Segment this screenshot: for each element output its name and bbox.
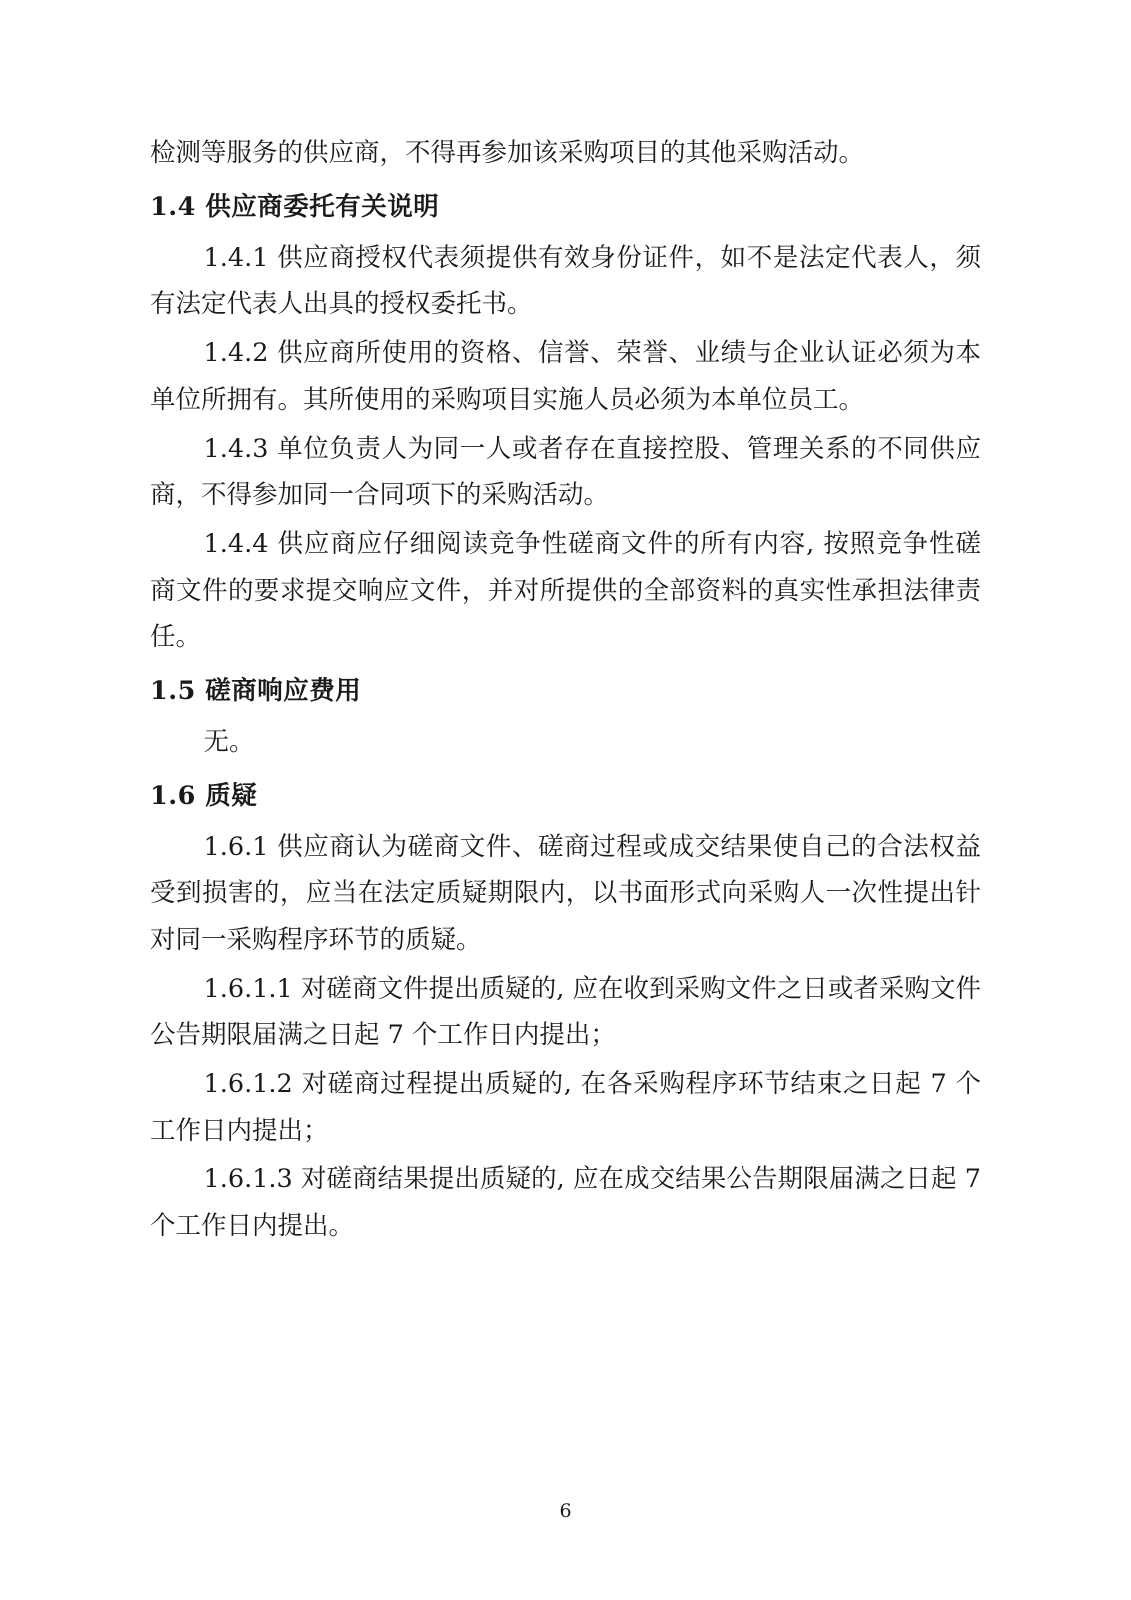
page-number: 6 <box>559 1500 572 1522</box>
paragraph: 检测等服务的供应商，不得再参加该采购项目的其他采购活动。 <box>150 138 865 168</box>
paragraph-1-4-4: 1.4.4 供应商应仔细阅读竞争性磋商文件的所有内容, 按照竞争性磋商文件的要求提交响应文件，并对所提供的全部资料的真实性承担法律责任。 <box>150 529 981 652</box>
paragraph-1-6-1-2: 1.6.1.2 对磋商过程提出质疑的, 在各采购程序环节结束之日起 7 个工作日内提出； <box>150 1069 981 1146</box>
paragraph-1-4-2: 1.4.2 供应商所使用的资格、信誉、荣誉、业绩与企业认证必须为本单位所拥有。其所使用的采购项目实施人员必须为本单位员工。 <box>150 338 981 415</box>
paragraph-1-4-3: 1.4.3 单位负责人为同一人或者存在直接控股、管理关系的不同供应商，不得参加同一合同项下的采购活动。 <box>150 433 981 511</box>
paragraph-1-5-body: 无。 <box>203 726 255 757</box>
section-heading-1-5: 1.5 磋商响应费用 <box>150 675 362 706</box>
paragraph-1-6-1-1: 1.6.1.1 对磋商文件提出质疑的, 应在收到采购文件之日或者采购文件公告期限届满之日起 7 个工作日内提出； <box>150 973 981 1051</box>
document-body <box>150 130 981 1249</box>
section-heading-1-4: 1.4 供应商委托有关说明 <box>150 192 440 223</box>
paragraph-1-6-1: 1.6.1 供应商认为磋商文件、磋商过程或成交结果使自己的合法权益受到损害的，应当在法定质疑期限内，以书面形式向采购人一次性提出针对同一采购程序环节的质疑。 <box>150 831 981 955</box>
paragraph-1-4-1: 1.4.1 供应商授权代表须提供有效身份证件，如不是法定代表人，须有法定代表人出具的授权委托书。 <box>150 243 981 320</box>
paragraph-1-6-1-3: 1.6.1.3 对磋商结果提出质疑的, 应在成交结果公告期限届满之日起 7 个工作日内提出。 <box>150 1164 981 1241</box>
section-heading-1-6: 1.6 质疑 <box>150 781 258 811</box>
